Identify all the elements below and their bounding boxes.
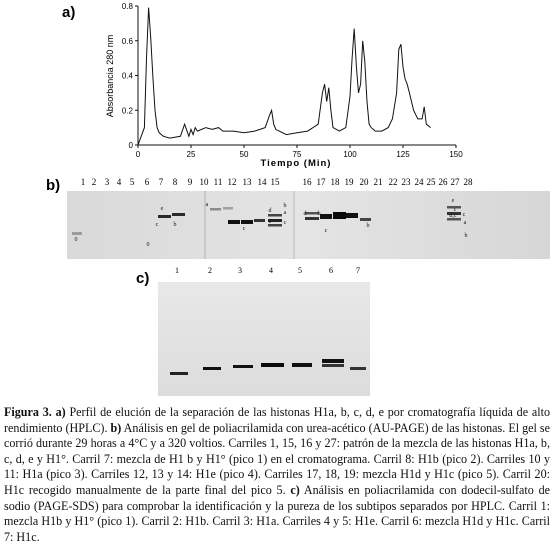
gel-b-background	[67, 191, 550, 259]
band-label: c	[242, 226, 246, 232]
lane-number-11: 11	[213, 177, 223, 187]
band	[346, 213, 358, 218]
x-tick-label: 25	[186, 150, 196, 159]
lane-number-20: 20	[359, 177, 369, 187]
panel-b-letter: b)	[46, 177, 61, 194]
band	[261, 363, 284, 367]
band-label: d,c	[449, 213, 457, 219]
band-label: c	[453, 207, 457, 213]
lane-number-7: 7	[356, 266, 360, 275]
lane-number-6: 6	[329, 266, 333, 275]
band-label: a	[283, 210, 287, 216]
band	[72, 232, 82, 235]
band-label: a	[463, 220, 467, 226]
band	[172, 213, 185, 216]
band	[241, 220, 253, 224]
figure-label: Figura 3.	[4, 405, 52, 419]
lane-number-2: 2	[208, 266, 212, 275]
caption-c-label: c)	[290, 482, 300, 497]
lane-number-4: 4	[269, 266, 273, 275]
band	[223, 207, 233, 210]
lane-number-3: 3	[104, 177, 110, 187]
band-label: b	[464, 233, 468, 239]
y-tick-label: 0.6	[121, 36, 133, 46]
y-tick-label: 0.4	[121, 71, 133, 81]
band	[322, 364, 344, 367]
band	[228, 220, 240, 224]
lane-number-5: 5	[129, 177, 135, 187]
lane-number-25: 25	[426, 177, 436, 187]
lane-number-8: 8	[172, 177, 178, 187]
band-label: d	[303, 211, 307, 217]
x-tick-label: 150	[449, 150, 463, 159]
lane-number-19: 19	[344, 177, 354, 187]
band	[320, 214, 332, 219]
band	[360, 218, 371, 221]
band	[350, 367, 366, 370]
lane-number-24: 24	[414, 177, 424, 187]
caption-b-text: Análisis en gel de poliacrilamida con urea-acético (AU-PAGE) de las histonas. El gel se corrió durante 29 horas a 4°C y a 320 voltios. Carriles 1, 15, 16 y 27: patrón de la mezcla de las histonas H1a, b, c, d, e y H1°. Carril 7: mezcla de H1 b y H1° (pico 1) en el cromatograma. Carril 8: H1b (pico 2). Carriles 10 y 11: H1a (pico 3). Carriles 12, 13 y 14: H1e (pico 4). Carriles 17, 18, 19: mezcla H1d y H1c (pico 5). Carril 20: H1c recogido manualmente de la parte final del pico 5.	[4, 420, 551, 497]
lane-number-2: 2	[91, 177, 97, 187]
chromatogram-chart	[105, 2, 463, 169]
panel-a-letter: a)	[62, 4, 76, 21]
x-ticks	[136, 145, 463, 159]
band-label: c	[283, 220, 287, 226]
band	[203, 367, 221, 370]
lane-number-17: 17	[316, 177, 326, 187]
lane-number-28: 28	[463, 177, 473, 187]
series-line	[138, 8, 431, 145]
band-label: e	[160, 206, 164, 212]
x-tick-label: 100	[343, 150, 357, 159]
band-label: 0	[146, 242, 150, 248]
panel-c-letter: c)	[136, 270, 150, 287]
lane-number-10: 10	[199, 177, 209, 187]
figure-caption	[4, 405, 550, 545]
lane-number-21: 21	[373, 177, 383, 187]
band-label: 0	[74, 237, 78, 243]
lane-number-15: 15	[270, 177, 280, 187]
band-label: c	[324, 228, 328, 234]
band	[233, 365, 253, 368]
x-tick-label: 0	[135, 150, 141, 159]
y-tick-label: 0.2	[121, 106, 133, 116]
band-label: b	[173, 222, 177, 228]
lane-number-26: 26	[438, 177, 448, 187]
lane-number-4: 4	[116, 177, 122, 187]
band-label: d	[268, 208, 272, 214]
lane-number-13: 13	[242, 177, 252, 187]
gel-b-lane-numbers	[81, 177, 473, 187]
lane-number-6: 6	[144, 177, 150, 187]
caption-a-label: a)	[55, 405, 66, 419]
lane-number-27: 27	[450, 177, 460, 187]
lane-number-22: 22	[388, 177, 398, 187]
x-tick-label: 75	[292, 150, 302, 159]
x-tick-label: 125	[396, 150, 410, 159]
lane-number-16: 16	[302, 177, 312, 187]
lane-number-12: 12	[227, 177, 237, 187]
x-tick-label: 50	[239, 150, 249, 159]
band-label: b	[366, 223, 370, 229]
lane-number-9: 9	[187, 177, 193, 187]
y-tick-label: 0.8	[121, 2, 133, 11]
y-ticks	[122, 2, 138, 150]
gel-c-lane-numbers	[175, 266, 360, 275]
lane-number-5: 5	[298, 266, 302, 275]
band-label: c	[462, 212, 466, 218]
band-label: c	[155, 222, 159, 228]
band	[158, 215, 171, 218]
band-label: b	[283, 203, 287, 209]
band-label: e	[451, 198, 455, 204]
band	[210, 208, 221, 211]
lane-number-1: 1	[80, 177, 86, 187]
lane-number-18: 18	[330, 177, 340, 187]
caption-b-label: b)	[110, 420, 122, 435]
lane-number-14: 14	[257, 177, 267, 187]
band	[292, 363, 312, 367]
band	[305, 217, 319, 220]
band	[322, 359, 344, 363]
y-tick-label: 0	[128, 141, 133, 150]
band	[170, 372, 188, 375]
lane-number-23: 23	[401, 177, 411, 187]
lane-number-3: 3	[238, 266, 242, 275]
band	[254, 219, 265, 222]
lane-number-1: 1	[175, 266, 179, 275]
x-axis-label: Tiempo (Min)	[260, 158, 332, 169]
band	[268, 214, 282, 217]
caption-c-text: Análisis en poliacrilamida con dodecil-sulfato de sodio (PAGE-SDS) para comprobar la identificación y la pureza de los subtipos separados por HPLC. Carril 1: mezcla H1b y H1° (pico 1). Carril 2: H1b. Carril 3: H1a. Carriles 4 y 5: H1e. Carril 6: mezcla H1d y H1c. Carril 7: H1c.	[4, 482, 551, 544]
y-axis-label: Absorbancia 280 nm	[105, 34, 115, 118]
caption-a-text: Perfil de elución de la separación de las histonas H1a, b, c, d, e por cromatografía líquida de alto rendimiento (HPLC).	[4, 405, 550, 435]
band-label: e	[268, 219, 272, 225]
gel-c-background	[158, 282, 370, 396]
band	[333, 212, 346, 219]
band-label: a	[205, 202, 209, 208]
lane-number-7: 7	[158, 177, 164, 187]
gel-b-seam	[293, 191, 295, 259]
band-label: b	[317, 211, 321, 217]
